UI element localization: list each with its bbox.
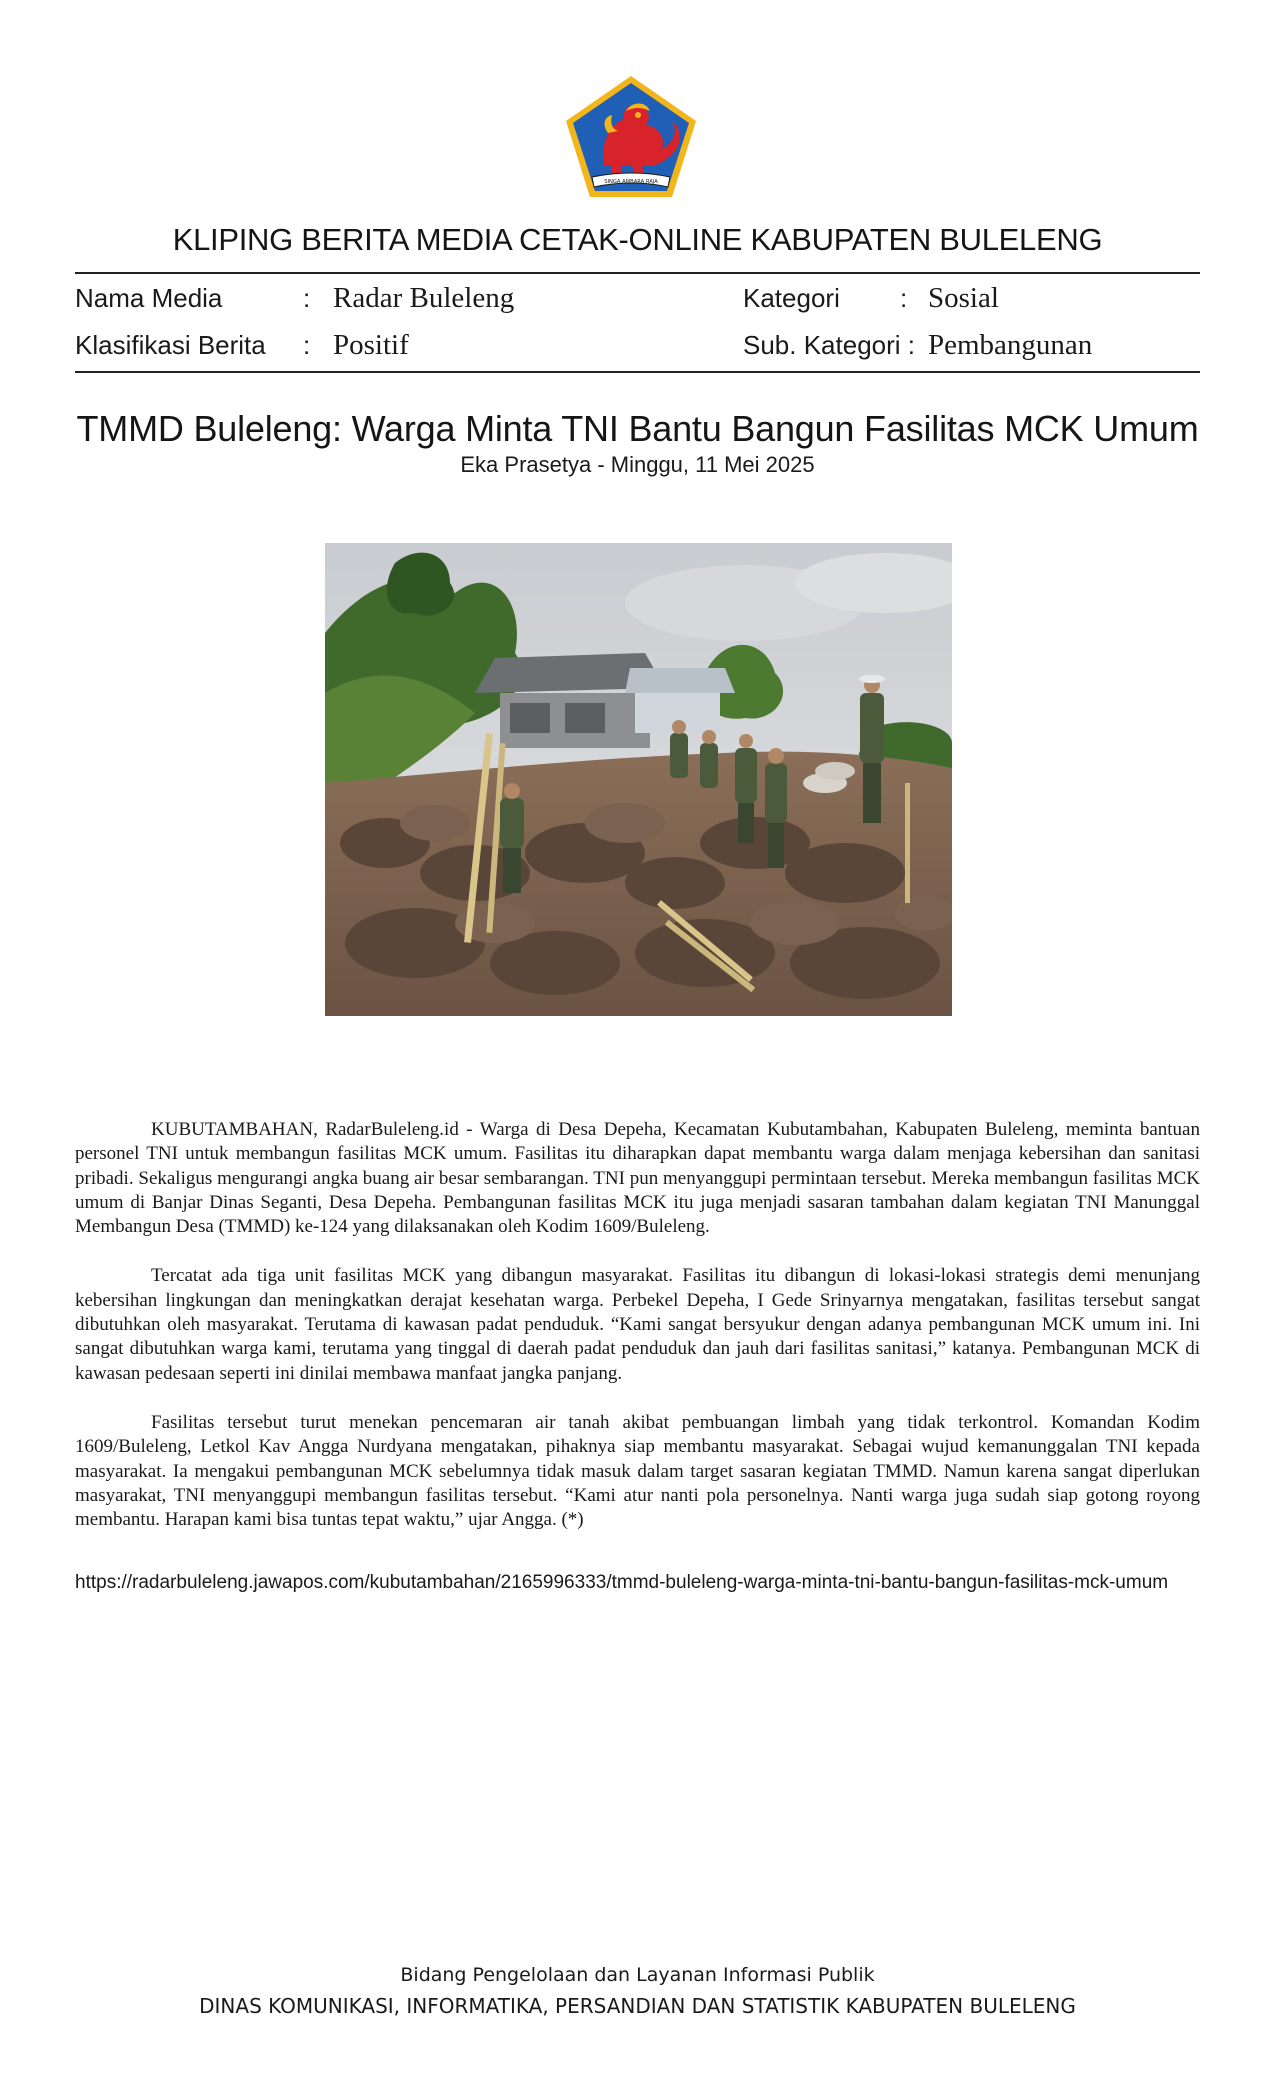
clipping-header-title: KLIPING BERITA MEDIA CETAK-ONLINE KABUPATEN BULELENG	[172, 222, 1103, 257]
header-divider-top	[75, 272, 1200, 274]
footer-division: Bidang Pengelolaan dan Layanan Informasi Publik	[400, 1964, 875, 1986]
article-byline: Eka Prasetya - Minggu, 11 Mei 2025	[460, 452, 815, 477]
article-paragraph-2: Tercatat ada tiga unit fasilitas MCK yang dibangun masyarakat. Fasilitas itu dibangun di lokasi-lokasi strategis demi menunjang kebersihan lingkungan dan meningkatkan derajat kesehatan warga. Perbekel Depeha, I Gede Srinyarnya mengatakan, fasilitas tersebut sangat dibutuhkan oleh masyarakat. Terutama di kawasan padat penduduk. “Kami sangat bersyukur dengan adanya pembangunan MCK umum ini. Ini sangat dibutuhkan warga kami, terutama yang tinggal di daerah padat penduduk dan jauh dari fasilitas sanitasi,” katanya. Pembangunan MCK di kawasan pedesaan seperti ini dinilai membawa manfaat jangka panjang.	[75, 1265, 1200, 1384]
buleleng-emblem-logo	[562, 73, 700, 201]
article-body	[75, 1118, 1200, 1557]
article-title: TMMD Buleleng: Warga Minta TNI Bantu Bangun Fasilitas MCK Umum	[76, 408, 1199, 449]
nama-media-label: Nama Media	[75, 283, 223, 313]
sub-kategori-label: Sub. Kategori :	[743, 330, 915, 360]
nama-media-value: Radar Buleleng	[333, 282, 515, 314]
header-divider-bottom	[75, 371, 1200, 373]
article-paragraph-1: KUBUTAMBAHAN, RadarBuleleng.id - Warga di Desa Depeha, Kecamatan Kubutambahan, Kabupaten Buleleng, meminta bantuan personel TNI untuk membangun fasilitas MCK umum. Fasilitas itu diharapkan dapat membantu warga dalam menjaga kebersihan dan sanitasi pribadi. Sekaligus mengurangi angka buang air besar sembarangan. TNI pun menyanggupi permintaan tersebut. Mereka membangun fasilitas MCK umum di Banjar Dinas Seganti, Desa Depeha. Pembangunan fasilitas MCK itu juga menjadi sasaran tambahan dalam kegiatan TNI Manunggal Membangun Desa (TMMD) ke-124 yang dilaksanakan oleh Kodim 1609/Buleleng.	[75, 1119, 1200, 1238]
article-photo	[325, 543, 952, 1016]
sub-kategori-value: Pembangunan	[928, 329, 1093, 361]
footer-agency: DINAS KOMUNIKASI, INFORMATIKA, PERSANDIAN DAN STATISTIK KABUPATEN BULELENG	[199, 1994, 1076, 2018]
source-url-link[interactable]: https://radarbuleleng.jawapos.com/kubutambahan/2165996333/tmmd-buleleng-warga-minta-tni-bantu-bangun-fasilitas-mck-umum	[75, 1572, 1169, 1593]
nama-media-colon: :	[303, 283, 311, 313]
kategori-label: Kategori	[743, 283, 840, 313]
klasifikasi-value: Positif	[333, 329, 409, 361]
kategori-value: Sosial	[928, 282, 999, 314]
svg-text:SINGA AMBARA RAJA: SINGA AMBARA RAJA	[604, 179, 658, 185]
klasifikasi-label: Klasifikasi Berita	[75, 330, 266, 360]
klasifikasi-colon: :	[303, 330, 311, 360]
kategori-colon: :	[900, 283, 908, 313]
article-paragraph-3: Fasilitas tersebut turut menekan pencemaran air tanah akibat pembuangan limbah yang tidak terkontrol. Komandan Kodim 1609/Buleleng, Letkol Kav Angga Nurdyana mengatakan, pihaknya siap membantu masyarakat. Sebagai wujud kemanunggalan TNI kepada masyarakat. Ia mengakui pembangunan MCK sebelumnya tidak masuk dalam target sasaran kegiatan TMMD. Namun karena sangat diperlukan masyarakat, TNI menyanggupi membangun fasilitas tersebut. “Kami atur nanti pola personelnya. Nanti warga juga sudah siap gotong royong membantu. Harapan kami bisa tuntas tepat waktu,” ujar Angga. (*)	[75, 1411, 1200, 1531]
